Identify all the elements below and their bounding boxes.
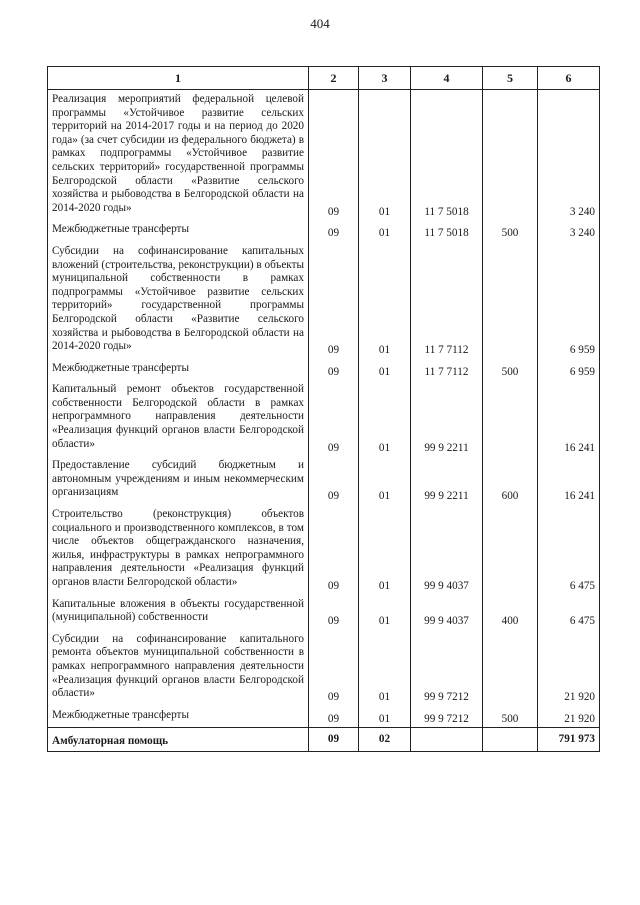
row-target: 99 9 2211	[411, 456, 483, 505]
row-expense-type: 600	[483, 456, 538, 505]
row-section: 09	[309, 359, 359, 381]
row-name: Межбюджетные трансферты	[48, 220, 309, 242]
row-expense-type: 500	[483, 220, 538, 242]
table-row	[48, 220, 600, 242]
table-row	[48, 505, 600, 595]
table-row	[48, 242, 600, 359]
page-number: 404	[310, 16, 330, 31]
row-target: 99 9 2211	[411, 380, 483, 456]
header-col-6: 6	[538, 67, 600, 90]
row-section: 09	[309, 90, 359, 221]
row-amount: 21 920	[538, 706, 600, 728]
row-subsection: 01	[359, 456, 411, 505]
row-expense-type: 500	[483, 706, 538, 728]
row-name: Строительство (реконструкция) объектов социального и производственного комплексов, в том числе объектов общегражданского назначения, жилья, инфраструктуры в рамках непрограммного направления деятельности «Реализация функций органов власти Белгородской области»	[48, 505, 309, 595]
header-col-2: 2	[309, 67, 359, 90]
row-section: 09	[309, 220, 359, 242]
row-section: 09	[309, 456, 359, 505]
row-section: 09	[309, 242, 359, 359]
row-amount: 3 240	[538, 90, 600, 221]
table-row	[48, 380, 600, 456]
row-expense-type: 500	[483, 359, 538, 381]
row-name: Капитальные вложения в объекты государственной (муниципальной) собственности	[48, 595, 309, 630]
row-expense-type	[483, 90, 538, 221]
row-subsection: 01	[359, 706, 411, 728]
row-target: 99 9 4037	[411, 505, 483, 595]
row-subsection: 01	[359, 505, 411, 595]
total-row	[48, 728, 600, 752]
row-section: 09	[309, 630, 359, 706]
row-name: Предоставление субсидий бюджетным и автономным учреждениям и иным некоммерческим организациям	[48, 456, 309, 505]
row-expense-type	[483, 242, 538, 359]
row-expense-type	[483, 630, 538, 706]
header-col-1: 1	[48, 67, 309, 90]
row-amount: 6 475	[538, 595, 600, 630]
row-subsection: 01	[359, 242, 411, 359]
header-row	[48, 67, 600, 90]
row-target: 11 7 7112	[411, 242, 483, 359]
row-section: 09	[309, 505, 359, 595]
row-target: 99 9 7212	[411, 630, 483, 706]
row-name: Межбюджетные трансферты	[48, 359, 309, 381]
table-row	[48, 595, 600, 630]
total-target	[411, 728, 483, 752]
row-target: 99 9 7212	[411, 706, 483, 728]
total-amount: 791 973	[538, 728, 600, 752]
table-row	[48, 706, 600, 728]
row-amount: 6 475	[538, 505, 600, 595]
row-name: Реализация мероприятий федеральной целевой программы «Устойчивое развитие сельских территорий на 2014-2017 годы и на период до 2020 года» (за счет субсидии из федерального бюджета) в рамках подпрограммы «Устойчивое развитие сельских территорий» государственной программы Белгородской области «Развитие сельского хозяйства и рыбоводства в Белгородской области на 2014-2020 годы»	[48, 90, 309, 221]
row-name: Межбюджетные трансферты	[48, 706, 309, 728]
row-section: 09	[309, 595, 359, 630]
row-subsection: 01	[359, 380, 411, 456]
table-row	[48, 90, 600, 221]
row-target: 11 7 7112	[411, 359, 483, 381]
row-target: 11 7 5018	[411, 220, 483, 242]
row-section: 09	[309, 380, 359, 456]
row-subsection: 01	[359, 220, 411, 242]
row-expense-type	[483, 505, 538, 595]
budget-table	[47, 66, 600, 752]
row-expense-type: 400	[483, 595, 538, 630]
row-name: Субсидии на софинансирование капитальных вложений (строительства, реконструкции) в объекты муниципальной собственности в рамках подпрограммы «Устойчивое развитие сельских территорий» государственной программы Белгородской области «Развитие сельского хозяйства и рыбоводства в Белгородской области на 2014-2020 годы»	[48, 242, 309, 359]
row-amount: 16 241	[538, 380, 600, 456]
row-subsection: 01	[359, 595, 411, 630]
table-row	[48, 456, 600, 505]
table-row	[48, 359, 600, 381]
row-amount: 16 241	[538, 456, 600, 505]
row-target: 99 9 4037	[411, 595, 483, 630]
total-subsection: 02	[359, 728, 411, 752]
total-expense-type	[483, 728, 538, 752]
table-row	[48, 630, 600, 706]
row-subsection: 01	[359, 90, 411, 221]
row-amount: 21 920	[538, 630, 600, 706]
row-target: 11 7 5018	[411, 90, 483, 221]
row-expense-type	[483, 380, 538, 456]
header-col-4: 4	[411, 67, 483, 90]
row-amount: 6 959	[538, 359, 600, 381]
header-col-5: 5	[483, 67, 538, 90]
total-section: 09	[309, 728, 359, 752]
header-col-3: 3	[359, 67, 411, 90]
row-name: Капитальный ремонт объектов государственной собственности Белгородской области в рамках непрограммного направления деятельности «Реализация функций органов власти Белгородской области»	[48, 380, 309, 456]
total-name: Амбулаторная помощь	[48, 728, 309, 752]
row-subsection: 01	[359, 630, 411, 706]
row-amount: 3 240	[538, 220, 600, 242]
row-amount: 6 959	[538, 242, 600, 359]
row-subsection: 01	[359, 359, 411, 381]
row-name: Субсидии на софинансирование капитального ремонта объектов муниципальной собственности в рамках непрограммного направления деятельности «Реализация функций органов власти Белгородской области»	[48, 630, 309, 706]
row-section: 09	[309, 706, 359, 728]
